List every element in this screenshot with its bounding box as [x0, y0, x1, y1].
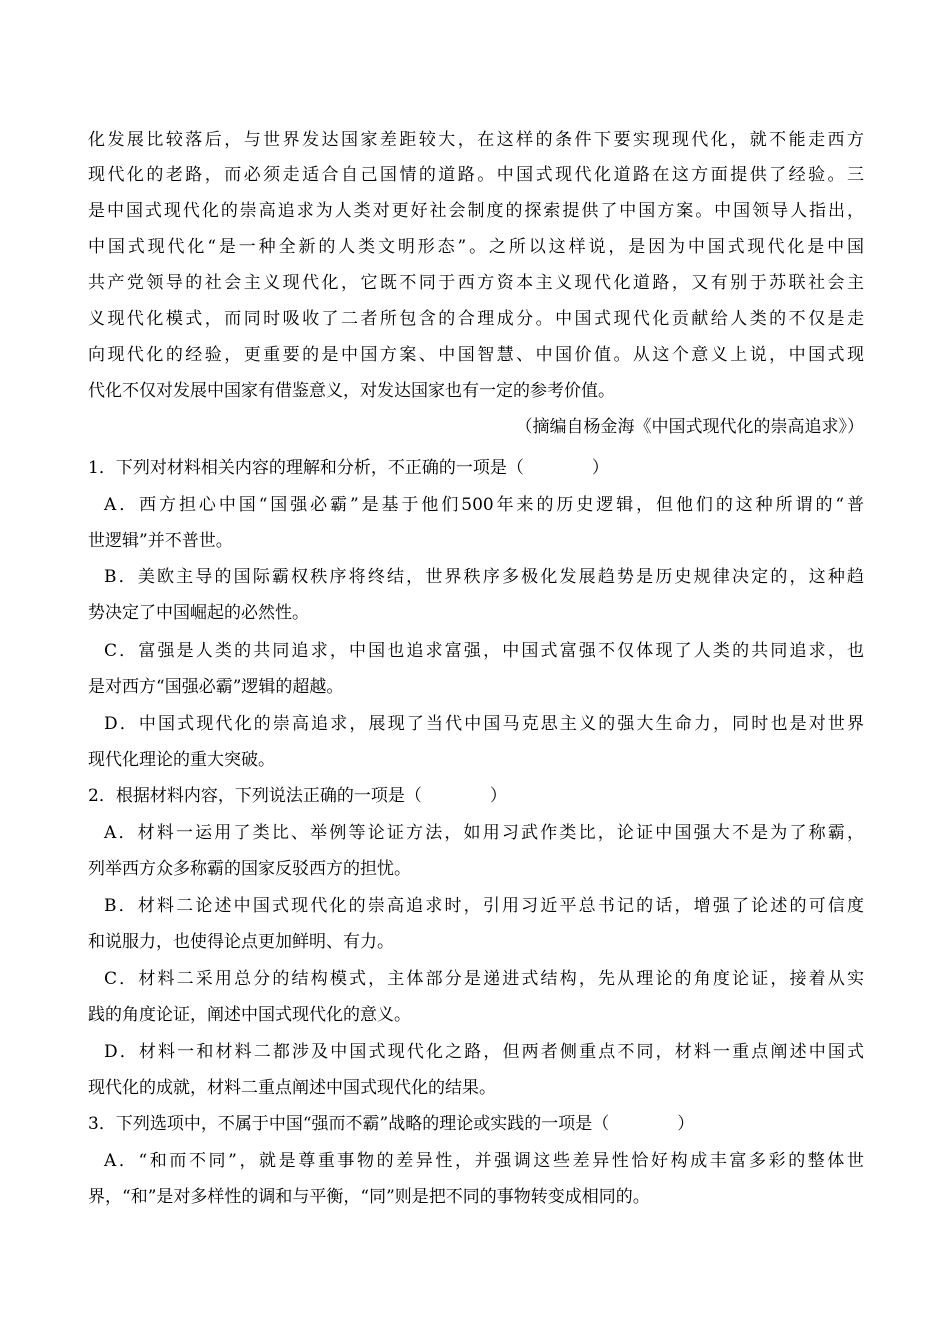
q2-option-b: B．材料二论述中国式现代化的崇高追求时，引用习近平总书记的话，增强了论述的可信度: [104, 896, 864, 916]
q1-option-c: C．富强是人类的共同追求，中国也追求富强，中国式富强不仅体现了人类的共同追求，也: [104, 641, 864, 661]
passage-line: 代化不仅对发展中国家有借鉴意义，对发达国家也有一定的参考价值。: [88, 381, 615, 401]
q1-option-c-cont: 是对西方“国强必霸”逻辑的超越。: [88, 677, 344, 697]
q1-option-b: B．美欧主导的国际霸权秩序将终结，世界秩序多极化发展趋势是历史规律决定的，这种趋: [104, 567, 864, 587]
question-2-stem: 2．根据材料内容，下列说法正确的一项是（ ）: [88, 786, 507, 806]
q2-option-d-cont: 现代化的成就，材料二重点阐述中国式现代化的结果。: [88, 1078, 496, 1098]
passage-line: 中国式现代化“是一种全新的人类文明形态”。之所以这样说，是因为中国式现代化是中国: [88, 237, 864, 257]
question-3-stem: 3．下列选项中，不属于中国“强而不霸”战略的理论或实践的一项是（ ）: [88, 1114, 695, 1134]
q1-option-d-cont: 现代化理论的重大突破。: [88, 750, 275, 770]
passage-line: 义现代化模式，而同时吸收了二者所包含的合理成分。中国式现代化贡献给人类的不仅是走: [88, 309, 864, 329]
q2-option-a-cont: 列举西方众多称霸的国家反驳西方的担忧。: [88, 859, 411, 879]
q1-option-d: D．中国式现代化的崇高追求，展现了当代中国马克思主义的强大生命力，同时也是对世界: [104, 714, 864, 734]
q3-option-a-cont: 界，“和”是对多样性的调和与平衡，“同”则是把不同的事物转变成相同的。: [88, 1187, 650, 1207]
passage-line: 共产党领导的社会主义现代化，它既不同于西方资本主义现代化道路，又有别于苏联社会主: [88, 273, 864, 293]
q1-option-a-cont: 世逻辑”并不普世。: [88, 531, 233, 551]
passage-line: 是中国式现代化的崇高追求为人类对更好社会制度的探索提供了中国方案。中国领导人指出，: [88, 201, 864, 221]
passage-line: 化发展比较落后，与世界发达国家差距较大，在这样的条件下要实现现代化，就不能走西方: [88, 130, 864, 150]
q2-option-a: A．材料一运用了类比、举例等论证方法，如用习武作类比，论证中国强大不是为了称霸，: [104, 823, 864, 843]
source-citation: （摘编自杨金海《中国式现代化的崇高追求》）: [515, 417, 864, 437]
q2-option-d: D．材料一和材料二都涉及中国式现代化之路，但两者侧重点不同，材料一重点阐述中国式: [104, 1042, 864, 1062]
q2-option-c: C．材料二采用总分的结构模式，主体部分是递进式结构，先从理论的角度论证，接着从实: [104, 969, 864, 989]
passage-line: 向现代化的经验，更重要的是中国方案、中国智慧、中国价值。从这个意义上说，中国式现: [88, 345, 864, 365]
question-1-stem: 1．下列对材料相关内容的理解和分析，不正确的一项是（ ）: [88, 458, 609, 478]
q3-option-a: A．“和而不同”，就是尊重事物的差异性，并强调这些差异性恰好构成丰富多彩的整体世: [104, 1151, 864, 1171]
q1-option-b-cont: 势决定了中国崛起的必然性。: [88, 603, 309, 623]
q2-option-b-cont: 和说服力，也使得论点更加鲜明、有力。: [88, 932, 394, 952]
passage-line: 现代化的老路，而必须走适合自己国情的道路。中国式现代化道路在这方面提供了经验。三: [88, 165, 864, 185]
q2-option-c-cont: 践的角度论证，阐述中国式现代化的意义。: [88, 1005, 411, 1025]
q1-option-a: A．西方担心中国“国强必霸”是基于他们500年来的历史逻辑，但他们的这种所谓的“普: [104, 495, 864, 515]
